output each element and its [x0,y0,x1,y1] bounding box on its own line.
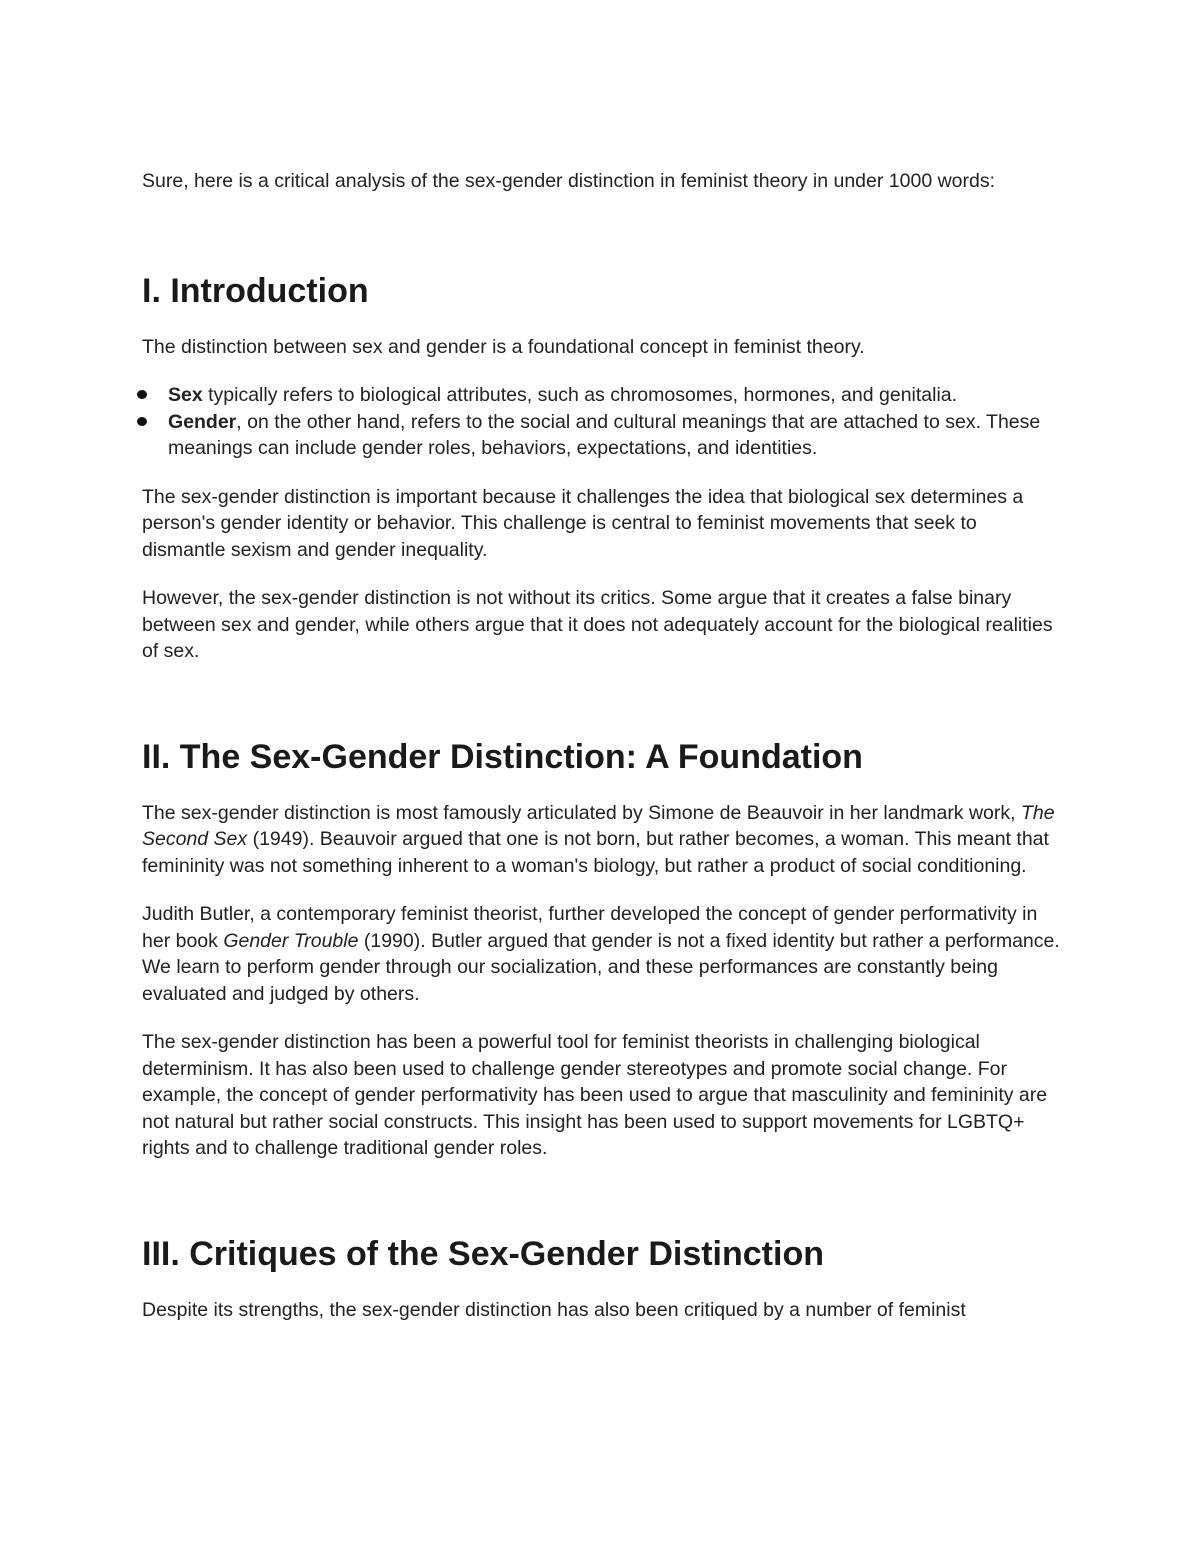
list-item [142,382,1062,409]
intro-paragraph-2: The sex-gender distinction is important because it challenges the idea that biological sex determines a person's gender identity or behavior. This challenge is central to feminist movements that seek to dismantle sexism and gender inequality. [142,485,1024,561]
book-title-second-sex: The Second Sex [142,801,1055,850]
intro-line: Sure, here is a critical analysis of the sex-gender distinction in feminist theory in under 1000 words: [142,170,996,192]
book-title-gender-trouble: Gender Trouble [223,929,359,952]
list-item [142,409,1062,462]
definition-sex: typically refers to biological attributes, such as chromosomes, hormones, and genitalia. [202,384,958,406]
critiques-paragraph-1: Despite its strengths, the sex-gender distinction has also been critiqued by a number of feminist [142,1298,966,1321]
intro-paragraph-3: However, the sex-gender distinction is not without its critics. Some argue that it creates a false binary between sex and gender, while others argue that it does not adequately account for the biological realities of sex. [142,587,1053,662]
text-span: (1949). Beauvoir argued that one is not born, but rather becomes, a woman. This meant that femininity was not something inherent to a woman's biology, but rather a product of social conditioning. [142,828,1049,877]
definition-gender: , on the other hand, refers to the social and cultural meanings that are attached to sex. These meanings can include gender roles, behaviors, expectations, and identities. [168,410,1041,459]
text-span: The sex-gender distinction is most famously articulated by Simone de Beauvoir in her landmark work, [142,801,1021,824]
section-heading-introduction: I. Introduction [142,271,369,310]
text-span: (1990). Butler argued that gender is not a fixed identity but rather a performance. We learn to perform gender through our socialization, and these performances are constantly being evaluated and judged by others. [142,929,1060,1005]
term-gender: Gender [168,410,237,433]
foundation-paragraph-3: The sex-gender distinction has been a powerful tool for feminist theorists in challenging biological determinism. It has also been used to challenge gender stereotypes and promote social change. For example, the concept of gender performativity has been used to argue that masculinity and femininity are not natural but rather social constructs. This insight has been used to support movements for LGBTQ+ rights and to challenge traditional gender roles. [142,1031,1048,1159]
text-span: Judith Butler, a contemporary feminist theorist, further developed the concept of gender performativity in her book [142,903,1038,952]
bullet-icon [137,390,147,399]
intro-paragraph-1: The distinction between sex and gender is a foundational concept in feminist theory. [142,335,865,358]
foundation-paragraph-2 [142,901,1062,1007]
section-heading-critiques: III. Critiques of the Sex-Gender Distinction [142,1234,824,1273]
section-heading-foundation: II. The Sex-Gender Distinction: A Foundation [142,737,863,776]
bullet-icon [137,417,147,426]
document-page [142,168,1062,1323]
definition-list [142,382,1062,462]
term-sex: Sex [168,384,203,406]
foundation-paragraph-1 [142,800,1062,880]
